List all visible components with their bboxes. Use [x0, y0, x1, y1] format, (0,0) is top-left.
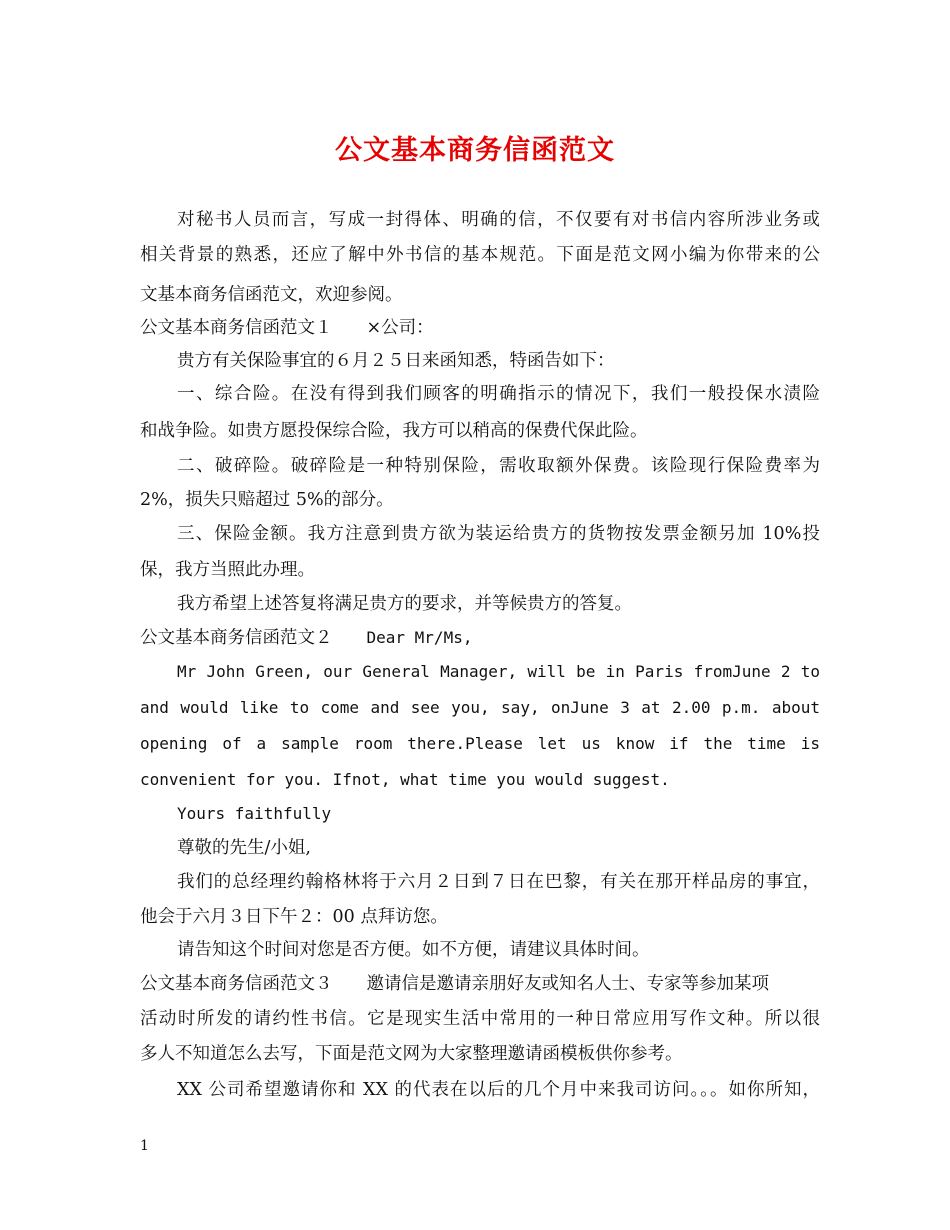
- paragraph-line: 我方希望上述答复将满足贵方的要求，并等候贵方的答复。: [177, 594, 632, 614]
- paragraph-line: 多人不知道怎么去写，下面是范文网为大家整理邀请函模板供你参考。: [140, 1044, 683, 1064]
- section-label: 公文基本商务信函范文３: [140, 974, 333, 994]
- section-label: 公文基本商务信函范文２: [140, 628, 333, 648]
- document-title: 公文基本商务信函范文: [335, 135, 615, 166]
- closing-line: Yours faithfully: [177, 804, 332, 823]
- section-heading-1: [140, 316, 820, 340]
- paragraph-line: 2%，损失只赔超过 5%的部分。: [140, 490, 394, 510]
- section-label: 公文基本商务信函范文１: [140, 318, 333, 338]
- paragraph-line: 对秘书人员而言，写成一封得体、明确的信，不仅要有对书信内容所涉业务或: [177, 210, 820, 230]
- page-number: 1: [140, 1138, 149, 1154]
- paragraph-line: 我们的总经理约翰格林将于六月２日到７日在巴黎，有关在那开样品房的事宜，: [177, 872, 820, 892]
- paragraph-line: 活动时所发的请约性书信。它是现实生活中常用的一种日常应用写作文种。所以很: [140, 1009, 820, 1029]
- paragraph-line: 相关背景的熟悉，还应了解中外书信的基本规范。下面是范文网小编为你带来的公: [140, 245, 820, 265]
- paragraph-line: and would like to come and see you, say, onJune 3 at 2.00 p.m. about: [140, 698, 820, 717]
- paragraph-line: Mr John Green, our General Manager, will be in Paris fromJune 2 to: [177, 662, 820, 681]
- paragraph-line: opening of a sample room there.Please let us know if the time is: [140, 734, 820, 753]
- paragraph-line: 贵方有关保险事宜的６月２５日来函知悉，特函告如下：: [177, 351, 615, 371]
- paragraph-line: 尊敬的先生/小姐,: [177, 838, 311, 858]
- paragraph-line: 保，我方当照此办理。: [140, 560, 315, 580]
- section-intro: 邀请信是邀请亲朋好友或知名人士、专家等参加某项: [366, 974, 769, 994]
- paragraph-line: 二、破碎险。破碎险是一种特别保险，需收取额外保费。该险现行保险费率为: [177, 456, 820, 476]
- paragraph-line: 和战争险。如贵方愿投保综合险，我方可以稍高的保费代保此险。: [140, 421, 648, 441]
- salutation: ×公司：: [366, 318, 434, 338]
- paragraph-line: 一、综合险。在没有得到我们顾客的明确指示的情况下，我们一般投保水渍险: [177, 384, 820, 404]
- paragraph-line: convenient for you. Ifnot, what time you would suggest.: [140, 770, 670, 789]
- paragraph-line: 请告知这个时间对您是否方便。如不方便，请建议具体时间。: [177, 940, 650, 960]
- paragraph-line: 三、保险金额。我方注意到贵方欲为装运给贵方的货物按发票金额另加 10%投: [177, 524, 820, 544]
- paragraph-line: 他会于六月３日下午２：00 点拜访您。: [140, 907, 448, 927]
- paragraph-line: 文基本商务信函范文，欢迎参阅。: [140, 285, 403, 305]
- section-heading-2: [140, 626, 820, 650]
- section-heading-3: [140, 972, 820, 996]
- salutation: Dear Mr/Ms,: [366, 628, 473, 647]
- paragraph-line: XX 公司希望邀请你和 XX 的代表在以后的几个月中来我司访问。。。如你所知，: [177, 1080, 820, 1100]
